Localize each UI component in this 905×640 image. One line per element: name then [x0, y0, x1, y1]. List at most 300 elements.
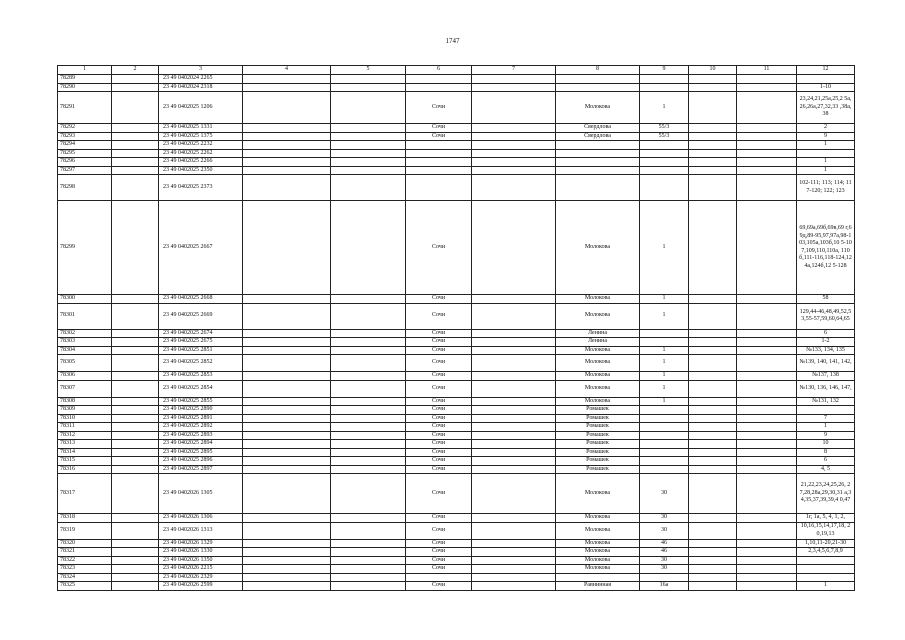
cell-col-5	[331, 166, 406, 175]
cell-col-5	[331, 465, 406, 474]
cell-col-3: 23 49 0402024 2318	[159, 83, 243, 92]
cell-col-7	[472, 397, 556, 406]
cell-col-10	[689, 124, 737, 133]
cell-col-4	[243, 166, 331, 175]
cell-col-11	[737, 338, 797, 347]
cell-col-6: Сочи	[406, 201, 472, 295]
cell-col-3: 23 49 0402025 1331	[159, 124, 243, 133]
cell-col-11	[737, 295, 797, 304]
table-row	[58, 431, 855, 440]
cell-col-5	[331, 474, 406, 514]
cell-col-5	[331, 329, 406, 338]
cell-col-9	[640, 431, 689, 440]
cell-col-2	[112, 158, 159, 167]
cell-col-6: Сочи	[406, 440, 472, 449]
cell-col-8	[556, 149, 640, 158]
cell-col-9: 1	[640, 295, 689, 304]
cell-col-4	[243, 158, 331, 167]
cell-col-6: Сочи	[406, 556, 472, 565]
cell-col-5	[331, 440, 406, 449]
cell-col-9	[640, 465, 689, 474]
cell-col-12: 1	[797, 423, 855, 432]
table-row	[58, 338, 855, 347]
cell-col-8: Свердлова	[556, 132, 640, 141]
cell-col-5	[331, 355, 406, 372]
cell-col-8: Молокова	[556, 346, 640, 355]
cell-col-12	[797, 556, 855, 565]
cell-col-1: 78315	[58, 457, 112, 466]
cell-col-7	[472, 303, 556, 329]
cell-col-2	[112, 132, 159, 141]
cell-col-8	[556, 83, 640, 92]
cell-col-7	[472, 166, 556, 175]
cell-col-7	[472, 83, 556, 92]
cell-col-7	[472, 338, 556, 347]
cell-col-9	[640, 166, 689, 175]
cell-col-9: 1	[640, 355, 689, 372]
cell-col-4	[243, 565, 331, 574]
cell-col-4	[243, 465, 331, 474]
cell-col-12: 1	[797, 158, 855, 167]
cell-col-12: 1-2	[797, 338, 855, 347]
cell-col-8: Молокова	[556, 303, 640, 329]
cell-col-5	[331, 141, 406, 150]
cell-col-4	[243, 124, 331, 133]
cell-col-8: Молокова	[556, 295, 640, 304]
cell-col-11	[737, 448, 797, 457]
cell-col-2	[112, 474, 159, 514]
table-row	[58, 514, 855, 523]
cell-col-7	[472, 201, 556, 295]
cell-col-6: Сочи	[406, 548, 472, 557]
cell-col-9	[640, 149, 689, 158]
cell-col-2	[112, 346, 159, 355]
cell-col-2	[112, 92, 159, 124]
cell-col-9	[640, 448, 689, 457]
table-row	[58, 295, 855, 304]
cell-col-11	[737, 124, 797, 133]
table-body	[58, 75, 855, 591]
cell-col-12: №137, 138	[797, 372, 855, 381]
cell-col-10	[689, 141, 737, 150]
cell-col-6	[406, 141, 472, 150]
cell-col-6	[406, 573, 472, 582]
table-row	[58, 158, 855, 167]
cell-col-9	[640, 414, 689, 423]
cell-col-1: 78296	[58, 158, 112, 167]
cell-col-4	[243, 556, 331, 565]
table-row	[58, 149, 855, 158]
table-row	[58, 166, 855, 175]
cell-col-3: 23 49 0402025 2266	[159, 158, 243, 167]
cell-col-4	[243, 92, 331, 124]
cell-col-7	[472, 414, 556, 423]
cell-col-6: Сочи	[406, 522, 472, 539]
cell-col-8: Молокова	[556, 565, 640, 574]
cell-col-11	[737, 372, 797, 381]
cell-col-5	[331, 201, 406, 295]
cell-col-12: 1-10	[797, 83, 855, 92]
cell-col-4	[243, 149, 331, 158]
cell-col-8: Молокова	[556, 514, 640, 523]
cell-col-10	[689, 423, 737, 432]
table-row	[58, 448, 855, 457]
cell-col-8: Ленина	[556, 338, 640, 347]
table-row	[58, 346, 855, 355]
cell-col-3: 23 49 0402025 2897	[159, 465, 243, 474]
cell-col-7	[472, 175, 556, 201]
cell-col-9	[640, 406, 689, 415]
cell-col-9	[640, 573, 689, 582]
cell-col-8: Ромашек	[556, 423, 640, 432]
cell-col-1: 78300	[58, 295, 112, 304]
cell-col-5	[331, 372, 406, 381]
cell-col-7	[472, 92, 556, 124]
cell-col-8: Молокова	[556, 539, 640, 548]
cell-col-8: Молокова	[556, 474, 640, 514]
cell-col-5	[331, 448, 406, 457]
cell-col-1: 78318	[58, 514, 112, 523]
cell-col-9	[640, 338, 689, 347]
cell-col-2	[112, 397, 159, 406]
cell-col-10	[689, 406, 737, 415]
cell-col-11	[737, 149, 797, 158]
cell-col-10	[689, 522, 737, 539]
table-row	[58, 397, 855, 406]
cell-col-7	[472, 514, 556, 523]
cell-col-8: Молокова	[556, 201, 640, 295]
table-row	[58, 565, 855, 574]
column-header-1: 1	[58, 66, 112, 75]
cell-col-8: Молокова	[556, 548, 640, 557]
cell-col-12: №130, 136, 146, 147,	[797, 380, 855, 397]
cell-col-1: 78294	[58, 141, 112, 150]
cell-col-4	[243, 397, 331, 406]
cell-col-6: Сочи	[406, 132, 472, 141]
cell-col-9	[640, 329, 689, 338]
cell-col-8	[556, 573, 640, 582]
cell-col-7	[472, 406, 556, 415]
cell-col-6: Сочи	[406, 346, 472, 355]
cell-col-5	[331, 75, 406, 84]
cell-col-12: 2	[797, 124, 855, 133]
cell-col-3: 23 49 0402026 1313	[159, 522, 243, 539]
cell-col-7	[472, 573, 556, 582]
cell-col-10	[689, 556, 737, 565]
cell-col-8: Ромашек	[556, 457, 640, 466]
cell-col-1: 78313	[58, 440, 112, 449]
cell-col-10	[689, 346, 737, 355]
column-header-4: 4	[243, 66, 331, 75]
cell-col-11	[737, 465, 797, 474]
cell-col-11	[737, 406, 797, 415]
cell-col-10	[689, 514, 737, 523]
cell-col-11	[737, 474, 797, 514]
cell-col-4	[243, 431, 331, 440]
cell-col-5	[331, 158, 406, 167]
cell-col-11	[737, 573, 797, 582]
cell-col-10	[689, 474, 737, 514]
table-row	[58, 423, 855, 432]
cell-col-11	[737, 355, 797, 372]
cell-col-4	[243, 406, 331, 415]
cell-col-1: 78321	[58, 548, 112, 557]
cell-col-3: 23 49 0402025 2894	[159, 440, 243, 449]
cell-col-8	[556, 158, 640, 167]
cell-col-8: Ленина	[556, 329, 640, 338]
cell-col-2	[112, 565, 159, 574]
cell-col-4	[243, 457, 331, 466]
cell-col-9: 16а	[640, 582, 689, 591]
cell-col-4	[243, 582, 331, 591]
cell-col-4	[243, 380, 331, 397]
cell-col-9: 1	[640, 346, 689, 355]
cell-col-12	[797, 406, 855, 415]
table-row	[58, 457, 855, 466]
cell-col-12: 6	[797, 457, 855, 466]
cell-col-10	[689, 465, 737, 474]
cell-col-6: Сочи	[406, 474, 472, 514]
cell-col-3: 23 49 0402025 2667	[159, 201, 243, 295]
cell-col-11	[737, 397, 797, 406]
cell-col-10	[689, 75, 737, 84]
cell-col-4	[243, 355, 331, 372]
column-header-12: 12	[797, 66, 855, 75]
cell-col-1: 78295	[58, 149, 112, 158]
cell-col-12: 4, 5	[797, 465, 855, 474]
cell-col-10	[689, 565, 737, 574]
cell-col-6: Сочи	[406, 124, 472, 133]
cell-col-7	[472, 132, 556, 141]
cell-col-12: 9	[797, 132, 855, 141]
cell-col-1: 78311	[58, 423, 112, 432]
cell-col-11	[737, 158, 797, 167]
cell-col-7	[472, 423, 556, 432]
cell-col-3: 23 49 0402026 1329	[159, 539, 243, 548]
cell-col-3: 23 49 0402025 2854	[159, 380, 243, 397]
cell-col-5	[331, 539, 406, 548]
cell-col-6: Сочи	[406, 372, 472, 381]
cell-col-10	[689, 397, 737, 406]
cell-col-2	[112, 329, 159, 338]
cell-col-4	[243, 440, 331, 449]
cell-col-12: 58	[797, 295, 855, 304]
cell-col-12	[797, 573, 855, 582]
cell-col-3: 23 49 0402026 2329	[159, 573, 243, 582]
cell-col-5	[331, 423, 406, 432]
cell-col-6: Сочи	[406, 329, 472, 338]
cell-col-6: Сочи	[406, 406, 472, 415]
cell-col-1: 78298	[58, 175, 112, 201]
cell-col-1: 78322	[58, 556, 112, 565]
table-row	[58, 303, 855, 329]
cell-col-10	[689, 303, 737, 329]
cell-col-11	[737, 303, 797, 329]
cell-col-7	[472, 124, 556, 133]
cell-col-1: 78297	[58, 166, 112, 175]
column-header-7: 7	[472, 66, 556, 75]
cell-col-8: Ромашек	[556, 465, 640, 474]
cell-col-4	[243, 346, 331, 355]
cell-col-12: 1	[797, 166, 855, 175]
cell-col-1: 78302	[58, 329, 112, 338]
cell-col-12	[797, 149, 855, 158]
cell-col-4	[243, 539, 331, 548]
cell-col-5	[331, 556, 406, 565]
cell-col-8: Ромашек	[556, 448, 640, 457]
cell-col-10	[689, 380, 737, 397]
cell-col-5	[331, 397, 406, 406]
cell-col-5	[331, 573, 406, 582]
cell-col-4	[243, 474, 331, 514]
cell-col-5	[331, 406, 406, 415]
column-header-5: 5	[331, 66, 406, 75]
column-header-11: 11	[737, 66, 797, 75]
cell-col-4	[243, 423, 331, 432]
cell-col-9: 30	[640, 514, 689, 523]
cell-col-8: Молокова	[556, 372, 640, 381]
cell-col-12: 1	[797, 582, 855, 591]
cell-col-5	[331, 295, 406, 304]
cell-col-10	[689, 431, 737, 440]
cell-col-7	[472, 329, 556, 338]
cell-col-3: 23 49 0402026 2599	[159, 582, 243, 591]
cell-col-10	[689, 175, 737, 201]
cell-col-4	[243, 141, 331, 150]
cell-col-9: 1	[640, 201, 689, 295]
cell-col-8	[556, 166, 640, 175]
column-header-6: 6	[406, 66, 472, 75]
cell-col-3: 23 49 0402025 2668	[159, 295, 243, 304]
cell-col-8	[556, 175, 640, 201]
column-header-10: 10	[689, 66, 737, 75]
cell-col-3: 23 49 0402025 2892	[159, 423, 243, 432]
cell-col-11	[737, 539, 797, 548]
cell-col-5	[331, 83, 406, 92]
column-header-2: 2	[112, 66, 159, 75]
cell-col-10	[689, 132, 737, 141]
table-row	[58, 380, 855, 397]
cell-col-3: 23 49 0402025 2669	[159, 303, 243, 329]
cell-col-9	[640, 83, 689, 92]
cell-col-5	[331, 303, 406, 329]
cell-col-8: Ромашек	[556, 440, 640, 449]
cell-col-11	[737, 565, 797, 574]
cell-col-10	[689, 539, 737, 548]
cell-col-10	[689, 158, 737, 167]
cell-col-8: Ромашек	[556, 406, 640, 415]
cell-col-11	[737, 440, 797, 449]
cell-col-3: 23 49 0402026 2215	[159, 565, 243, 574]
cell-col-4	[243, 372, 331, 381]
table-row	[58, 414, 855, 423]
table-row	[58, 440, 855, 449]
cell-col-4	[243, 338, 331, 347]
cell-col-10	[689, 372, 737, 381]
cell-col-9: 1	[640, 380, 689, 397]
cell-col-6: Сочи	[406, 465, 472, 474]
cell-col-1: 78292	[58, 124, 112, 133]
cell-col-10	[689, 457, 737, 466]
table-row	[58, 201, 855, 295]
cell-col-3: 23 49 0402025 2853	[159, 372, 243, 381]
cell-col-12: 8	[797, 448, 855, 457]
cell-col-10	[689, 329, 737, 338]
cell-col-8: Молокова	[556, 92, 640, 124]
cell-col-2	[112, 423, 159, 432]
cell-col-12: 1,10,11-20,21-30	[797, 539, 855, 548]
cell-col-7	[472, 380, 556, 397]
cell-col-9	[640, 440, 689, 449]
cell-col-11	[737, 423, 797, 432]
cell-col-5	[331, 522, 406, 539]
cell-col-5	[331, 565, 406, 574]
cell-col-7	[472, 539, 556, 548]
cell-col-5	[331, 582, 406, 591]
table-row	[58, 124, 855, 133]
cell-col-11	[737, 346, 797, 355]
cell-col-2	[112, 303, 159, 329]
cell-col-9	[640, 158, 689, 167]
cell-col-3: 23 49 0402025 2232	[159, 141, 243, 150]
cell-col-7	[472, 372, 556, 381]
cell-col-1: 78307	[58, 380, 112, 397]
cell-col-12: 1	[797, 141, 855, 150]
cell-col-9: 1	[640, 92, 689, 124]
cell-col-6: Сочи	[406, 414, 472, 423]
cell-col-5	[331, 514, 406, 523]
cell-col-7	[472, 141, 556, 150]
cell-col-3: 23 49 0402025 2890	[159, 406, 243, 415]
cell-col-4	[243, 522, 331, 539]
cell-col-11	[737, 380, 797, 397]
cell-col-6	[406, 83, 472, 92]
cell-col-9	[640, 423, 689, 432]
cell-col-11	[737, 75, 797, 84]
cell-col-3: 23 49 0402025 1375	[159, 132, 243, 141]
cell-col-4	[243, 514, 331, 523]
cell-col-1: 78304	[58, 346, 112, 355]
cell-col-2	[112, 522, 159, 539]
cell-col-12: 7	[797, 414, 855, 423]
cell-col-2	[112, 372, 159, 381]
cell-col-1: 78301	[58, 303, 112, 329]
cell-col-11	[737, 556, 797, 565]
cell-col-1: 78289	[58, 75, 112, 84]
cell-col-8: Молокова	[556, 522, 640, 539]
cell-col-6: Сочи	[406, 565, 472, 574]
cell-col-12: 21,22,23,24,25,26, 27,28,28а,29,30,31 а,34,35,37,39,39,4 0,47	[797, 474, 855, 514]
cell-col-5	[331, 346, 406, 355]
cell-col-5	[331, 414, 406, 423]
cell-col-8: Молокова	[556, 355, 640, 372]
cell-col-3: 23 49 0402025 2675	[159, 338, 243, 347]
cell-col-2	[112, 431, 159, 440]
cell-col-7	[472, 457, 556, 466]
cell-col-3: 23 49 0402025 1206	[159, 92, 243, 124]
cell-col-6: Сочи	[406, 448, 472, 457]
cell-col-10	[689, 83, 737, 92]
cell-col-6: Сочи	[406, 338, 472, 347]
cell-col-7	[472, 522, 556, 539]
cell-col-4	[243, 448, 331, 457]
cell-col-1: 78325	[58, 582, 112, 591]
cell-col-8: Молокова	[556, 556, 640, 565]
table-row	[58, 474, 855, 514]
cell-col-9	[640, 75, 689, 84]
cell-col-5	[331, 380, 406, 397]
cell-col-6: Сочи	[406, 582, 472, 591]
